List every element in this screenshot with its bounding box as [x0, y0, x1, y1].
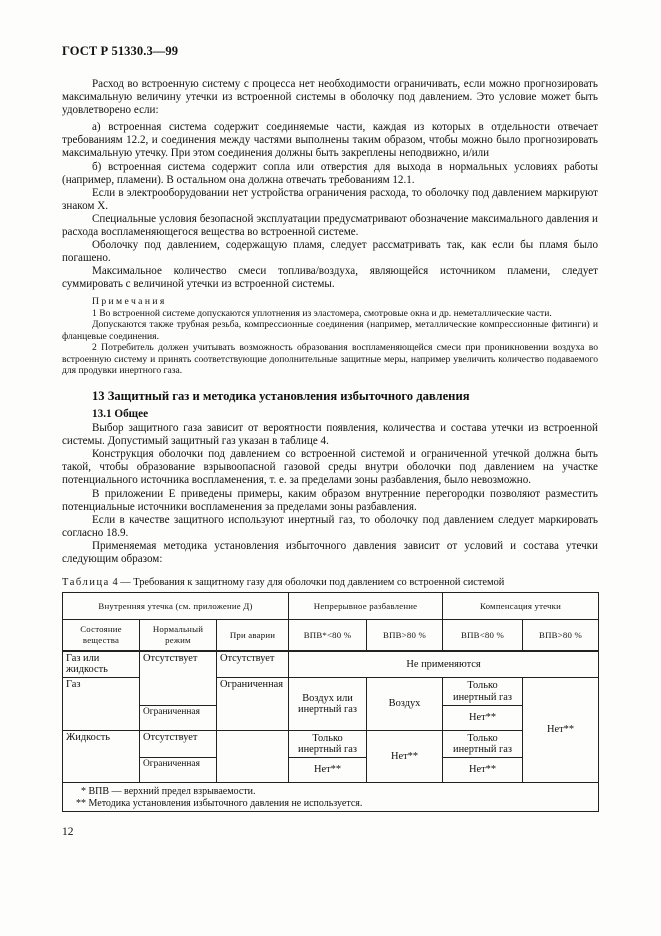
paragraph: Расход во встроенную систему с процесса нет необходимости ограничивать, если можно прогнозировать максимальную величину утечки из встроенной системы в оболочку под давлением. Это условие может быть удовлетворено если: [62, 78, 598, 117]
page-number: 12 [62, 826, 74, 838]
note-item: 2 Потребитель должен учитывать возможность образования воспламеняющейся смеси при проникновении воздуха во встроенную систему и принять соответствующие дополнительные защитные меры, например увеличить количество подаваемого для продувки инертного газа. [62, 342, 598, 377]
table-container [62, 592, 598, 812]
document-body [62, 78, 598, 812]
subheader-state: Состояние вещества [63, 620, 140, 651]
group-header-continuous-dilution: Непрерывное разбавление [289, 593, 443, 620]
table-cell: Только инертный газ [289, 731, 367, 758]
table-cell: Нет** [443, 758, 523, 783]
subheader-lel-lt80: ВПВ<80 % [443, 620, 523, 651]
note-item: 1 Во встроенной системе допускаются уплотнения из эластомера, смотровые окна и др. неметаллические части. [92, 307, 552, 319]
notes-title: Примечания [92, 295, 167, 307]
paragraph: Конструкция оболочки под давлением со встроенной системой и ограниченной утечкой должна быть такой, чтобы образование взрывоопасной газовой среды внутри оболочки под давлением на участке потенциального источника воспламенения, т. е. за пределами зоны разбавления, было невозможно. [62, 448, 598, 487]
table-cell: Воздух [367, 678, 443, 731]
paragraph: б) встроенная система содержит сопла или отверстия для выхода в нормальных условиях работы (например, пламени). В остальном она должна отвечать требованиям 12.1. [62, 160, 598, 186]
note-item: Допускаются также трубная резьба, компрессионные соединения (например, металлические компрессионные фитинги) и фланцевые соединения. [62, 319, 598, 342]
subheader-lel-lt80: ВПВ*<80 % [289, 620, 367, 651]
table-footnotes [63, 783, 599, 812]
table-cell: Ограниченная [140, 758, 217, 783]
subheader-failure: При аварии [217, 620, 289, 651]
paragraph: Применяемая методика установления избыточного давления зависит от условий и состава утечки следующим образом: [62, 539, 598, 565]
table-cell: Воздух или инертный газ [289, 678, 367, 731]
subsection-heading: 13.1 Общее [92, 408, 149, 421]
group-header-internal-leak: Внутренняя утечка (см. приложение Д) [63, 593, 289, 620]
table-cell: Нет** [443, 706, 523, 731]
table-cell: Ограниченная [140, 706, 217, 731]
paragraph: а) встроенная система содержит соединяемые части, каждая из которых в отдельности отвечает требованиям 12.2, и соединения между частями выполнены таким образом, чтобы можно было прогнозировать максимальную утечку. При этом соединения должны быть закреплены неподвижно, и/или [62, 121, 598, 160]
table-cell: Не применяются [289, 651, 599, 678]
paragraph: Если в электрооборудовании нет устройства ограничения расхода, то оболочку под давлением маркируют знаком X. [62, 186, 598, 212]
table-cell: Отсутствует [217, 651, 289, 678]
paragraph: Если в качестве защитного используют инертный газ, то оболочку под давлением следует маркировать согласно 18.9. [62, 513, 598, 539]
document-header: ГОСТ Р 51330.3—99 [62, 44, 179, 58]
table-cell: Ограниченная [217, 678, 289, 731]
table-cell: Газ [63, 678, 140, 731]
table-footnote: * ВПВ — верхний предел взрываемости. [81, 786, 256, 798]
table-cell: Только инертный газ [443, 731, 523, 758]
table-cell: Нет** [367, 731, 443, 783]
table-cell: Жидкость [63, 731, 140, 783]
table-cell [217, 731, 289, 783]
paragraph: Выбор защитного газа зависит от вероятности появления, количества и состава утечки из встроенной системы. Допустимый защитный газ указан в таблице 4. [62, 422, 598, 448]
table-cell: Только инертный газ [443, 678, 523, 706]
table-caption [62, 577, 598, 589]
subheader-lel-gt80: ВПВ>80 % [367, 620, 443, 651]
protective-gas-table [62, 592, 599, 812]
table-cell: Нет** [289, 758, 367, 783]
paragraph: В приложении Е приведены примеры, каким образом внутренние перегородки позволяют разместить потенциальные источники воспламенения за пределами зоны разбавления. [62, 487, 598, 513]
table-cell: Газ или жидкость [63, 651, 140, 678]
table-cell: Отсутствует [140, 731, 217, 758]
table-cell: Отсутствует [140, 651, 217, 706]
paragraph: Оболочку под давлением, содержащую пламя, следует рассматривать так, как если бы пламя было погашено. [62, 239, 598, 265]
table-caption-label: Таблица [62, 577, 110, 589]
subheader-normal: Нормальный режим [140, 620, 217, 651]
section-heading: 13 Защитный газ и методика установления избыточного давления [92, 389, 470, 404]
table-caption-text: 4 — Требования к защитному газу для оболочки под давлением со встроенной системой [109, 577, 505, 589]
table-footnote: ** Методика установления избыточного давления не используется. [76, 797, 363, 809]
subheader-lel-gt80: ВПВ>80 % [523, 620, 599, 651]
group-header-leak-compensation: Компенсация утечки [443, 593, 599, 620]
paragraph: Специальные условия безопасной эксплуатации предусматривают обозначение максимального давления и расхода воспламеняющегося вещества во встроенной системе. [62, 212, 598, 239]
table-cell: Нет** [523, 678, 599, 783]
paragraph: Максимальное количество смеси топлива/воздуха, являющейся источником пламени, следует суммировать с величиной утечки из встроенной системы. [62, 265, 598, 291]
